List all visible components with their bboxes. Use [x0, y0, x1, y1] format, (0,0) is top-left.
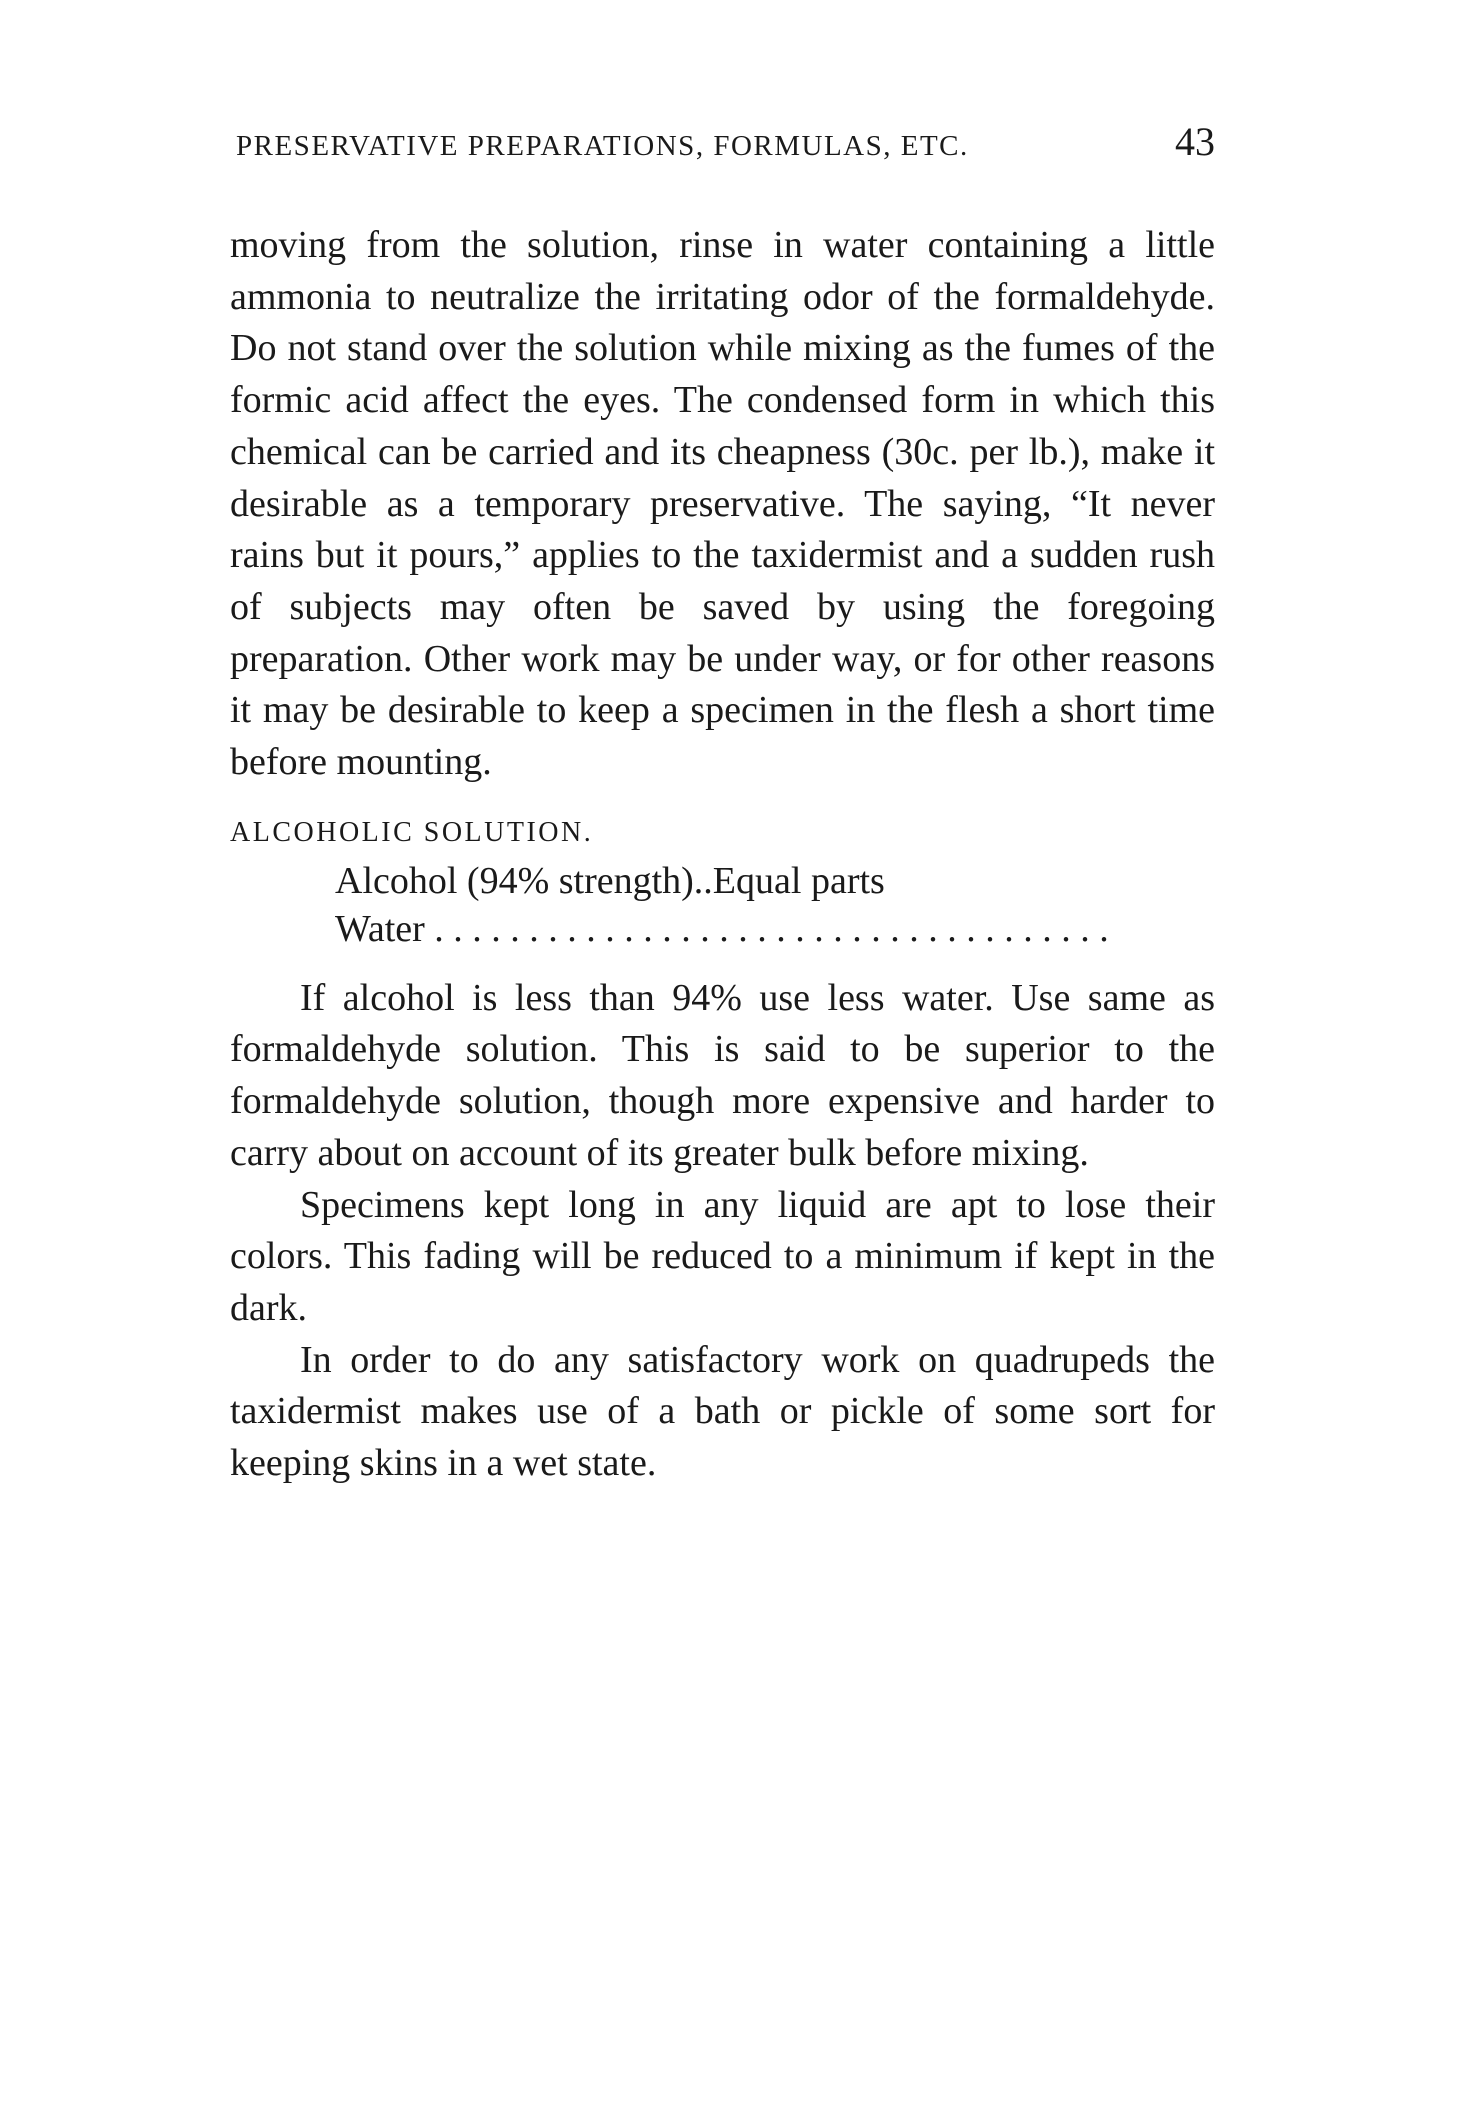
paragraph-continued: moving from the solution, rinse in water containing a little ammonia to neutralize the irritating odor of the formaldehyde. Do not stand over the solution while mixing as the fumes of the formic acid affect the eyes. The condensed form in which this chemical can be carried and its cheapness (30c. per lb.), make it desirable as a temporary preservative. The saying, “It never rains but it pours,” applies to the taxidermist and a sudden rush of subjects may often be saved by using the foregoing preparation. Other work may be under way, or for other reasons it may be desirable to keep a specimen in the flesh a short time before mounting.: [230, 224, 1215, 784]
paragraph-alcohol-note: If alcohol is less than 94% use less water. Use same as formaldehyde solution. This is said to be superior to the formaldehyde solution, though more expensive and harder to carry about on account of its greater bulk before mixing.: [230, 976, 1215, 1174]
paragraph-quadrupeds: In order to do any satisfactory work on quadrupeds the taxidermist makes use of a bath or pickle of some sort for keeping skins in a wet state.: [230, 1338, 1215, 1485]
section-heading: ALCOHOLIC SOLUTION.: [230, 816, 594, 848]
formula-water: Water: [335, 907, 435, 950]
formula-table: [335, 857, 1215, 953]
running-head-title: PRESERVATIVE PREPARATIONS, FORMULAS, ETC.: [236, 130, 969, 162]
dot-leader: [434, 905, 1115, 953]
page-number: 43: [1175, 119, 1215, 164]
formula-row-water: [335, 905, 1115, 953]
running-head: [236, 118, 1215, 168]
formula-alcohol: Alcohol (94% strength)..Equal parts: [335, 859, 885, 902]
paragraph-fading: Specimens kept long in any liquid are apt to lose their colors. This fading will be reduced to a minimum if kept in the dark.: [230, 1183, 1215, 1329]
body-text: [230, 220, 1215, 1490]
text-column: [230, 118, 1215, 1490]
formula-row-alcohol: [335, 857, 1115, 905]
